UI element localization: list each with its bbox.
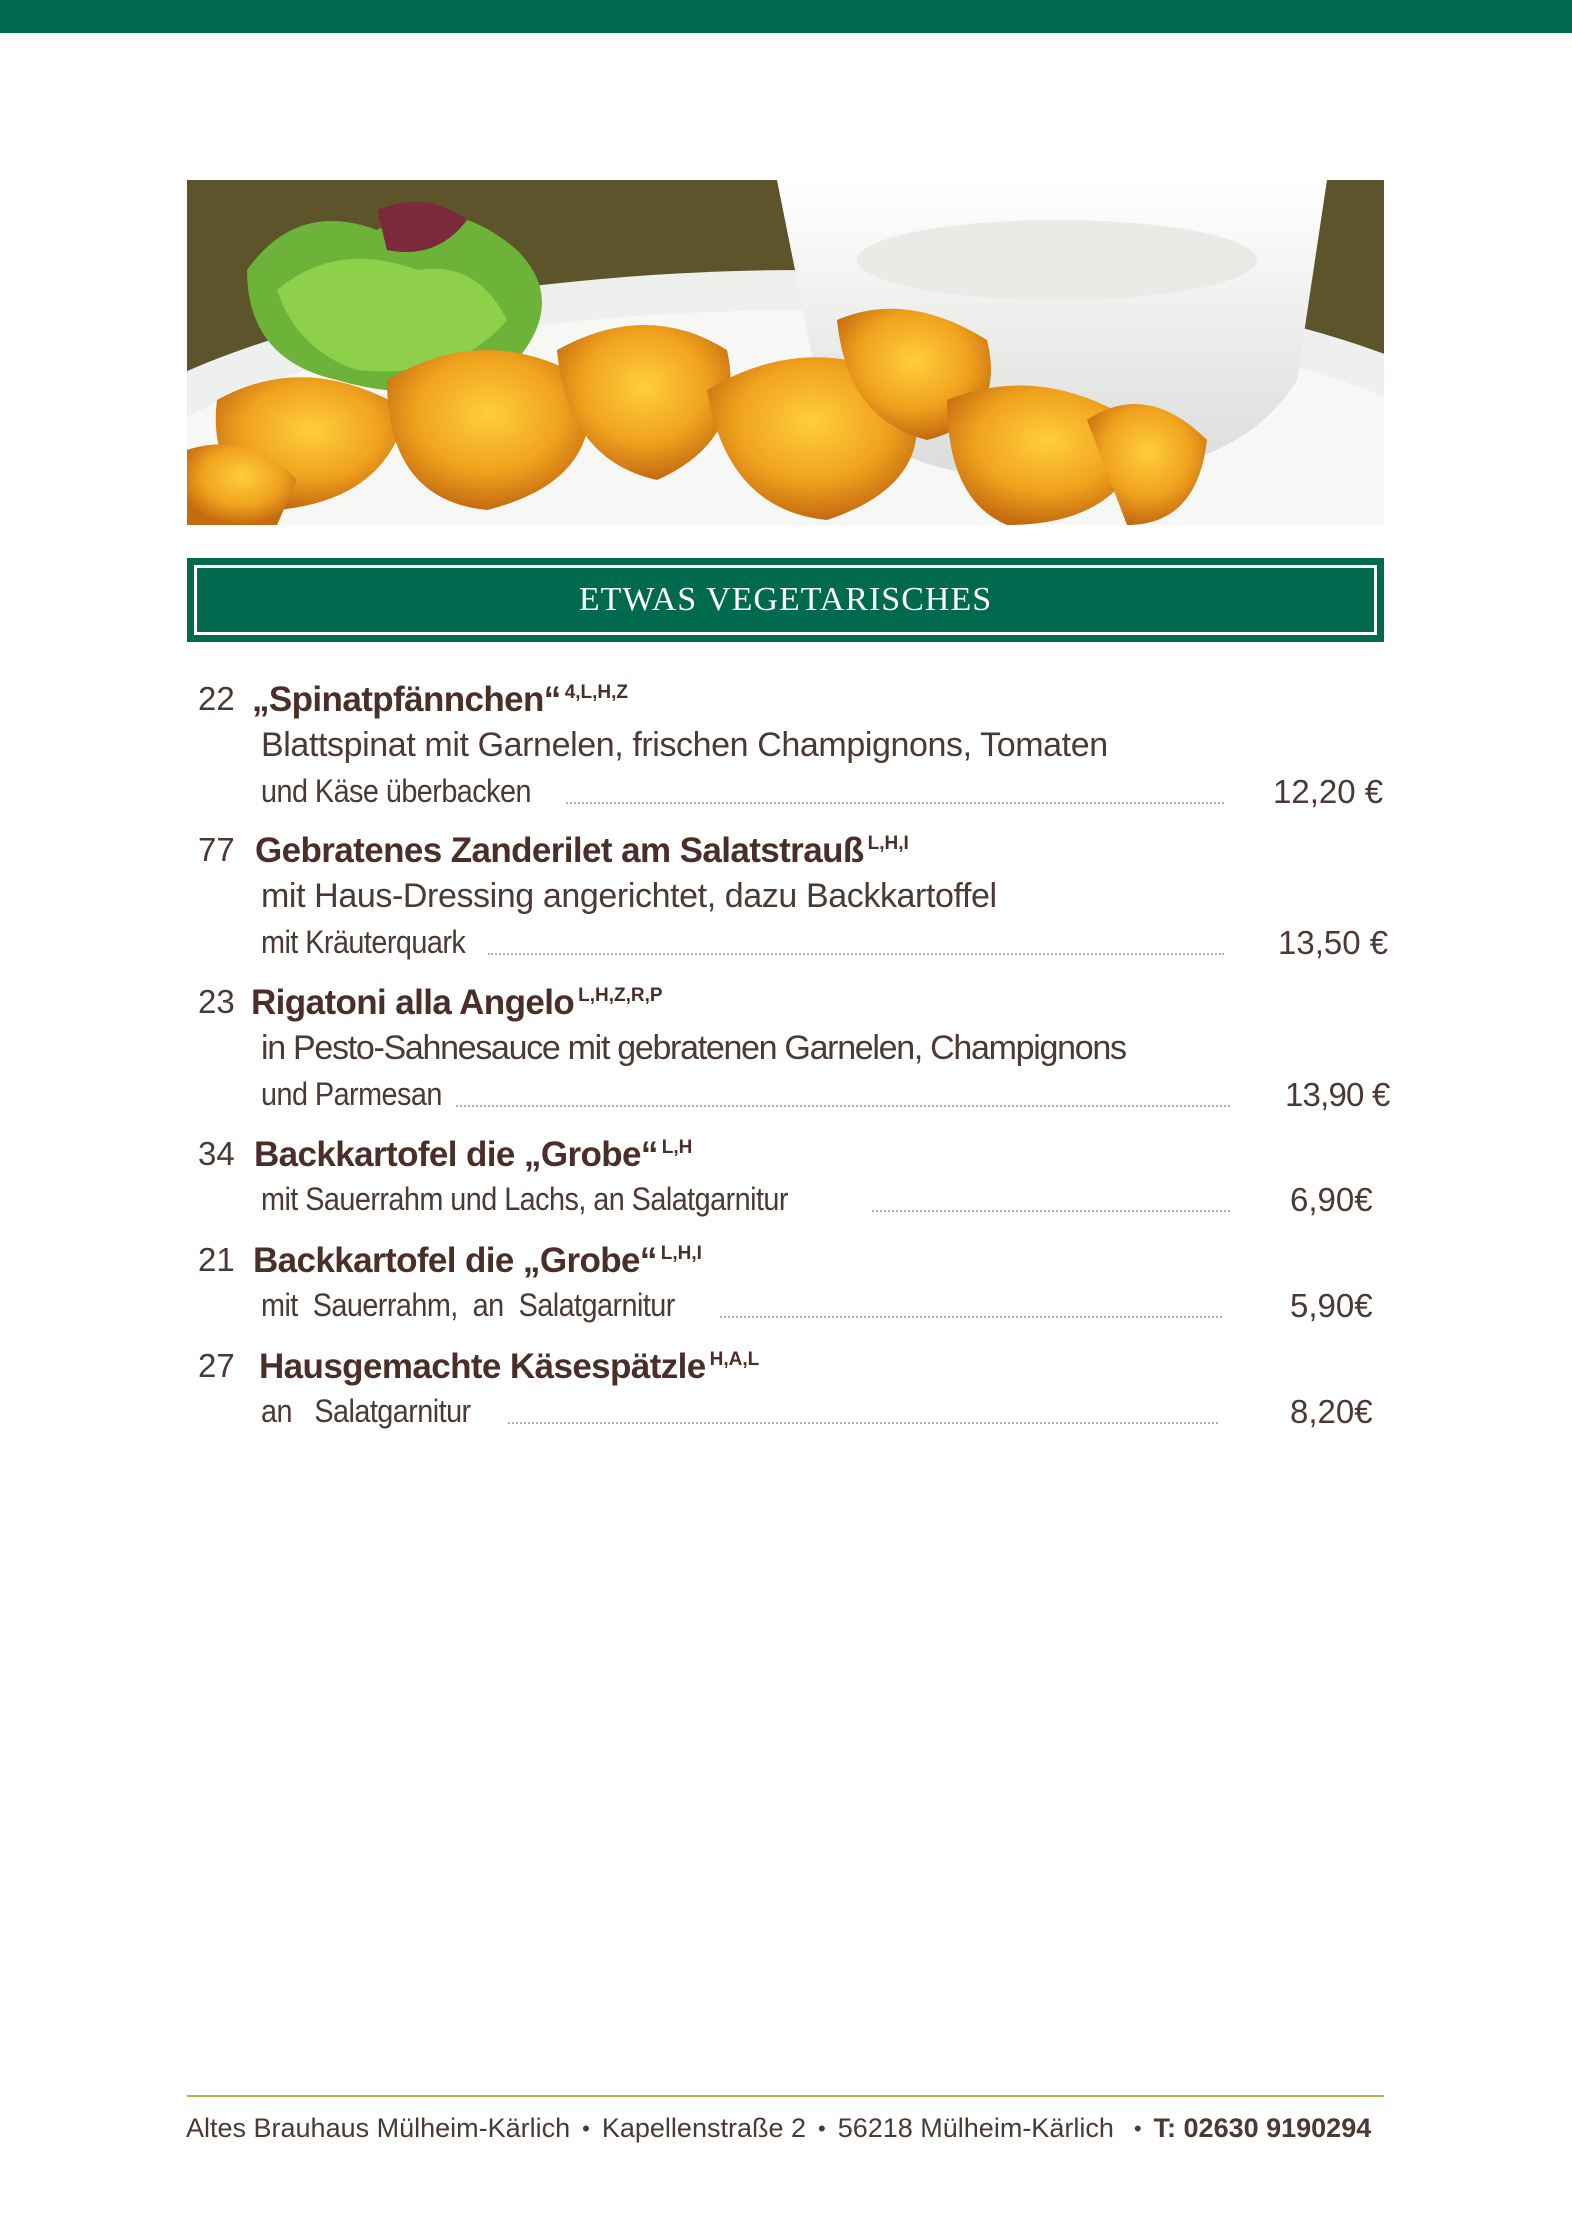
item-name: Backkartofel die „Grobe“ $^{L,H}$ — [254, 1135, 693, 1174]
item-number: 34 — [198, 1135, 235, 1172]
item-name: Hausgemachte Käsespätzle $^{H,A,L}$ — [259, 1347, 760, 1386]
item-number: 77 — [198, 831, 235, 868]
item-price: 5,90€ — [1290, 1287, 1373, 1324]
item-number: 23 — [198, 983, 235, 1020]
footer — [186, 2113, 1386, 2144]
item-name: „Spinatpfännchen“ $^{4,L,H,Z}$ — [252, 680, 629, 719]
footer-phone: T: 02630 9190294 — [1153, 2113, 1372, 2143]
leader-dots — [508, 1422, 1218, 1424]
section-header — [187, 558, 1384, 642]
footer-divider — [187, 2095, 1384, 2097]
footer-city: 56218 Mülheim-Kärlich — [837, 2113, 1114, 2143]
item-price: 13,90 € — [1285, 1076, 1390, 1113]
item-allergens: L,H,I — [867, 833, 909, 855]
item-price: 12,20 € — [1273, 773, 1384, 810]
item-description-continued: und Parmesan — [261, 1076, 442, 1112]
item-allergens: L,H,Z,R,P — [578, 985, 663, 1007]
footer-street: Kapellenstraße 2 — [601, 2113, 806, 2143]
item-number: 21 — [198, 1241, 235, 1278]
item-price: 13,50 € — [1278, 924, 1389, 961]
item-price: 8,20€ — [1290, 1393, 1373, 1430]
item-allergens: 4,L,H,Z — [564, 682, 629, 704]
item-description: Blattspinat mit Garnelen, frischen Champignons, Tomaten — [261, 726, 1108, 764]
menu-item — [198, 1241, 1383, 1324]
item-number: 27 — [198, 1347, 235, 1384]
bullet-separator: • — [818, 2115, 826, 2141]
item-allergens: L,H,I — [660, 1243, 702, 1265]
menu-item — [198, 831, 1389, 961]
item-description-continued: mit Kräuterquark — [261, 924, 466, 960]
top-bar — [0, 0, 1572, 33]
bullet-separator: • — [582, 2115, 590, 2141]
item-description: mit Sauerrahm, an Salatgarnitur — [261, 1287, 675, 1323]
menu-item — [198, 680, 1384, 810]
bullet-separator: • — [1133, 2115, 1142, 2141]
leader-dots — [872, 1210, 1230, 1212]
leader-dots — [488, 953, 1224, 955]
leader-dots — [720, 1316, 1222, 1318]
item-price: 6,90€ — [1290, 1181, 1373, 1218]
menu-item — [198, 1347, 1383, 1430]
item-name: Rigatoni alla Angelo $^{L,H,Z,R,P}$ — [251, 983, 663, 1022]
item-number: 22 — [198, 680, 235, 717]
item-description: an Salatgarnitur — [261, 1393, 471, 1429]
item-allergens: L,H — [661, 1137, 693, 1159]
item-name: Backkartofel die „Grobe“ $^{L,H,I}$ — [253, 1241, 702, 1280]
item-name: Gebratenes Zanderilet am Salatstrauß $^{L,H,I}$ — [255, 831, 909, 870]
item-description: in Pesto-Sahnesauce mit gebratenen Garnelen, Champignons — [261, 1029, 1126, 1067]
food-photo — [187, 180, 1384, 525]
item-description: mit Sauerrahm und Lachs, an Salatgarnitur — [261, 1181, 788, 1217]
footer-restaurant-name: Altes Brauhaus Mülheim-Kärlich — [186, 2113, 571, 2143]
item-description-continued: und Käse überbacken — [261, 773, 531, 809]
leader-dots — [456, 1105, 1230, 1107]
item-description: mit Haus-Dressing angerichtet, dazu Backkartoffel — [261, 877, 997, 915]
menu-item — [198, 1135, 1383, 1218]
leader-dots — [566, 802, 1224, 804]
menu-item — [198, 983, 1390, 1113]
section-title: ETWAS VEGETARISCHES — [578, 581, 993, 618]
item-allergens: H,A,L — [709, 1349, 760, 1371]
